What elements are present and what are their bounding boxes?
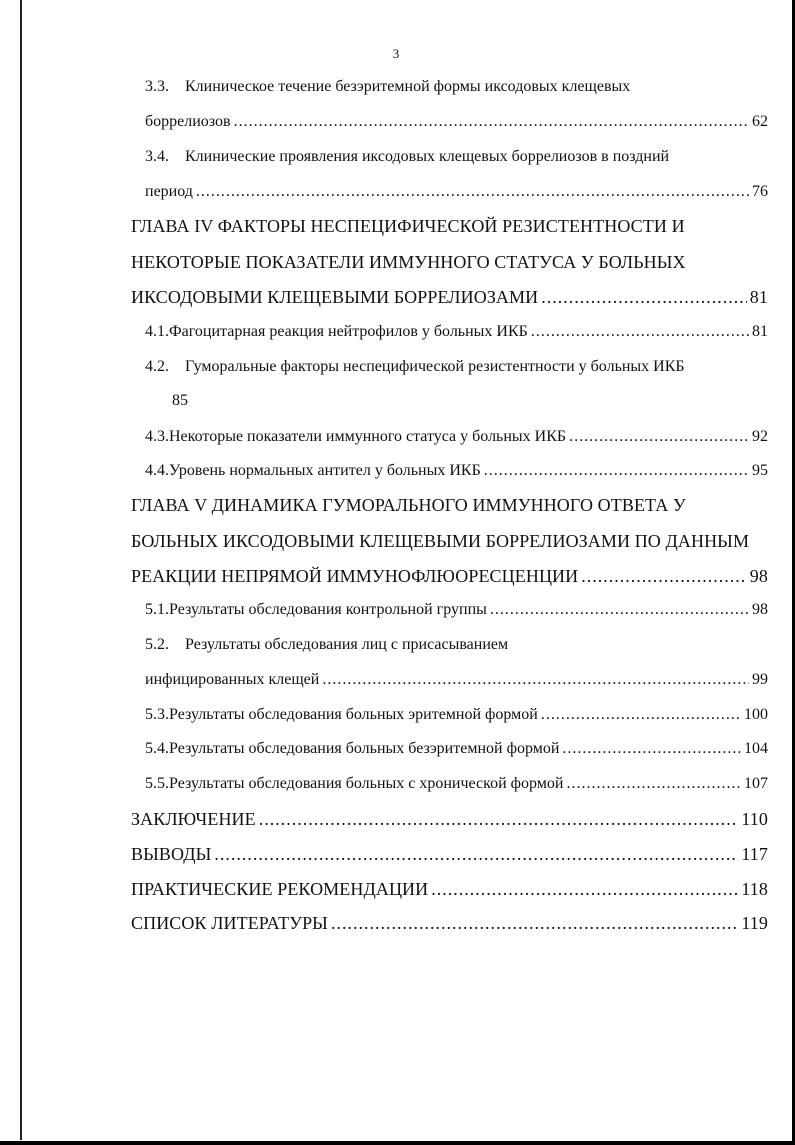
dot-leader <box>581 566 747 587</box>
section-number: 4.3. <box>145 428 169 445</box>
section-number: 4.4. <box>145 462 169 479</box>
dot-leader <box>541 706 741 724</box>
page-ref: 98 <box>749 566 768 586</box>
section-title-cont: период <box>145 183 193 200</box>
toc-chapter-4-line1[interactable] <box>131 216 768 237</box>
page-ref: 98 <box>752 601 768 618</box>
toc-entry-references[interactable] <box>131 913 768 934</box>
page-ref: 85 <box>172 392 188 409</box>
section-title-cont: инфицированных клещей <box>145 671 320 688</box>
section-number: 3.4. <box>145 148 169 165</box>
dot-leader <box>531 323 749 341</box>
section-number: 4.2. <box>145 358 169 375</box>
dot-leader <box>196 183 749 201</box>
toc-entry-findings[interactable] <box>131 844 768 865</box>
toc-entry-4-2-page[interactable] <box>172 392 768 410</box>
section-title: Клинические проявления иксодовых клещевых боррелиозов в поздний <box>185 148 670 165</box>
toc-entry-recommendations[interactable] <box>131 879 768 900</box>
toc-entry-3-4-line2[interactable] <box>145 183 768 201</box>
entry-title: ЗАКЛЮЧЕНИЕ <box>131 809 256 829</box>
section-title: Результаты обследования больных безэритемной формой <box>169 740 560 757</box>
section-number: 5.5. <box>145 775 169 792</box>
toc-chapter-5-line2[interactable] <box>131 531 768 552</box>
page-ref: 92 <box>752 428 768 445</box>
toc-entry-conclusion[interactable] <box>131 809 768 830</box>
section-number: 4.1. <box>145 323 169 340</box>
page-ref: 100 <box>744 706 768 723</box>
chapter-title: БОЛЬНЫХ ИКСОДОВЫМИ КЛЕЩЕВЫМИ БОРРЕЛИОЗАМИ ПО ДАННЫМ <box>131 531 750 551</box>
section-title: Клиническое течение безэритемной формы иксодовых клещевых <box>185 78 631 95</box>
toc-entry-5-5[interactable] <box>145 775 768 793</box>
page-ref: 107 <box>744 775 768 792</box>
toc-entry-5-2-line1[interactable] <box>145 636 768 654</box>
section-title: Результаты обследования больных эритемной формой <box>169 706 538 723</box>
toc-entry-3-3-line2[interactable] <box>145 113 768 131</box>
page-ref: 110 <box>741 809 768 829</box>
dot-leader <box>322 671 749 689</box>
dot-leader <box>541 287 747 308</box>
section-title: Некоторые показатели иммунного статуса у больных ИКБ <box>169 428 567 445</box>
page-ref: 62 <box>752 113 768 130</box>
dot-leader <box>259 809 739 830</box>
entry-title: ВЫВОДЫ <box>131 844 212 864</box>
toc-entry-3-4-line1[interactable] <box>145 148 768 166</box>
page-ref: 81 <box>752 323 768 340</box>
section-title-cont: боррелиозов <box>145 113 231 130</box>
toc-entry-4-1[interactable] <box>145 323 768 341</box>
section-number: 3.3. <box>145 78 169 95</box>
entry-title: СПИСОК ЛИТЕРАТУРЫ <box>131 913 328 933</box>
toc-chapter-4-line3[interactable] <box>131 287 768 308</box>
toc-chapter-4-line2[interactable] <box>131 252 768 273</box>
toc-entry-5-1[interactable] <box>145 601 768 619</box>
chapter-title: ИКСОДОВЫМИ КЛЕЩЕВЫМИ БОРРЕЛИОЗАМИ <box>131 287 539 307</box>
dot-leader <box>569 428 749 446</box>
toc-entry-5-3[interactable] <box>145 706 768 724</box>
toc-chapter-5-line3[interactable] <box>131 566 768 587</box>
toc-entry-4-3[interactable] <box>145 428 768 446</box>
entry-title: ПРАКТИЧЕСКИЕ РЕКОМЕНДАЦИИ <box>131 879 429 899</box>
section-title: Уровень нормальных антител у больных ИКБ <box>169 462 481 479</box>
page-ref: 104 <box>744 740 768 757</box>
chapter-title: ГЛАВА V ДИНАМИКА ГУМОРАЛЬНОГО ИММУННОГО ОТВЕТА У <box>131 495 686 515</box>
page-ref: 76 <box>752 183 768 200</box>
section-title: Результаты обследования лиц с присасыванием <box>185 636 509 653</box>
page-ref: 118 <box>741 879 768 899</box>
chapter-title: НЕКОТОРЫЕ ПОКАЗАТЕЛИ ИММУННОГО СТАТУСА У БОЛЬНЫХ <box>131 252 686 272</box>
section-number: 5.3. <box>145 706 169 723</box>
toc-entry-4-2[interactable] <box>145 358 768 376</box>
dot-leader <box>331 913 738 934</box>
dot-leader <box>234 113 749 131</box>
page-ref: 81 <box>749 287 768 307</box>
section-title: Гуморальные факторы неспецифической резистентности у больных ИКБ <box>185 358 685 375</box>
page-ref: 95 <box>752 462 768 479</box>
section-number: 5.2. <box>145 636 169 653</box>
chapter-title: ГЛАВА IV ФАКТОРЫ НЕСПЕЦИФИЧЕСКОЙ РЕЗИСТЕНТНОСТИ И <box>131 216 685 236</box>
dot-leader <box>562 740 741 758</box>
scan-edge-line <box>20 0 22 1140</box>
dot-leader <box>566 775 741 793</box>
toc-chapter-5-line1[interactable] <box>131 495 768 516</box>
dot-leader <box>490 601 749 619</box>
section-number: 5.1. <box>145 601 169 618</box>
page-ref: 99 <box>752 671 768 688</box>
section-title: Результаты обследования больных с хронической формой <box>169 775 564 792</box>
chapter-title: РЕАКЦИИ НЕПРЯМОЙ ИММУНОФЛЮОРЕСЦЕНЦИИ <box>131 566 579 586</box>
toc-entry-5-2-line2[interactable] <box>145 671 768 689</box>
page-ref: 119 <box>741 913 768 933</box>
toc-entry-4-4[interactable] <box>145 462 768 480</box>
dot-leader <box>431 879 738 900</box>
dot-leader <box>484 462 749 480</box>
section-title: Результаты обследования контрольной группы <box>169 601 487 618</box>
page-number: 3 <box>392 46 400 61</box>
page-ref: 117 <box>741 844 768 864</box>
section-number: 5.4. <box>145 740 169 757</box>
dot-leader <box>214 844 738 865</box>
toc-entry-3-3-line1[interactable] <box>145 78 768 96</box>
toc-entry-5-4[interactable] <box>145 740 768 758</box>
section-title: Фагоцитарная реакция нейтрофилов у больных ИКБ <box>169 323 528 340</box>
